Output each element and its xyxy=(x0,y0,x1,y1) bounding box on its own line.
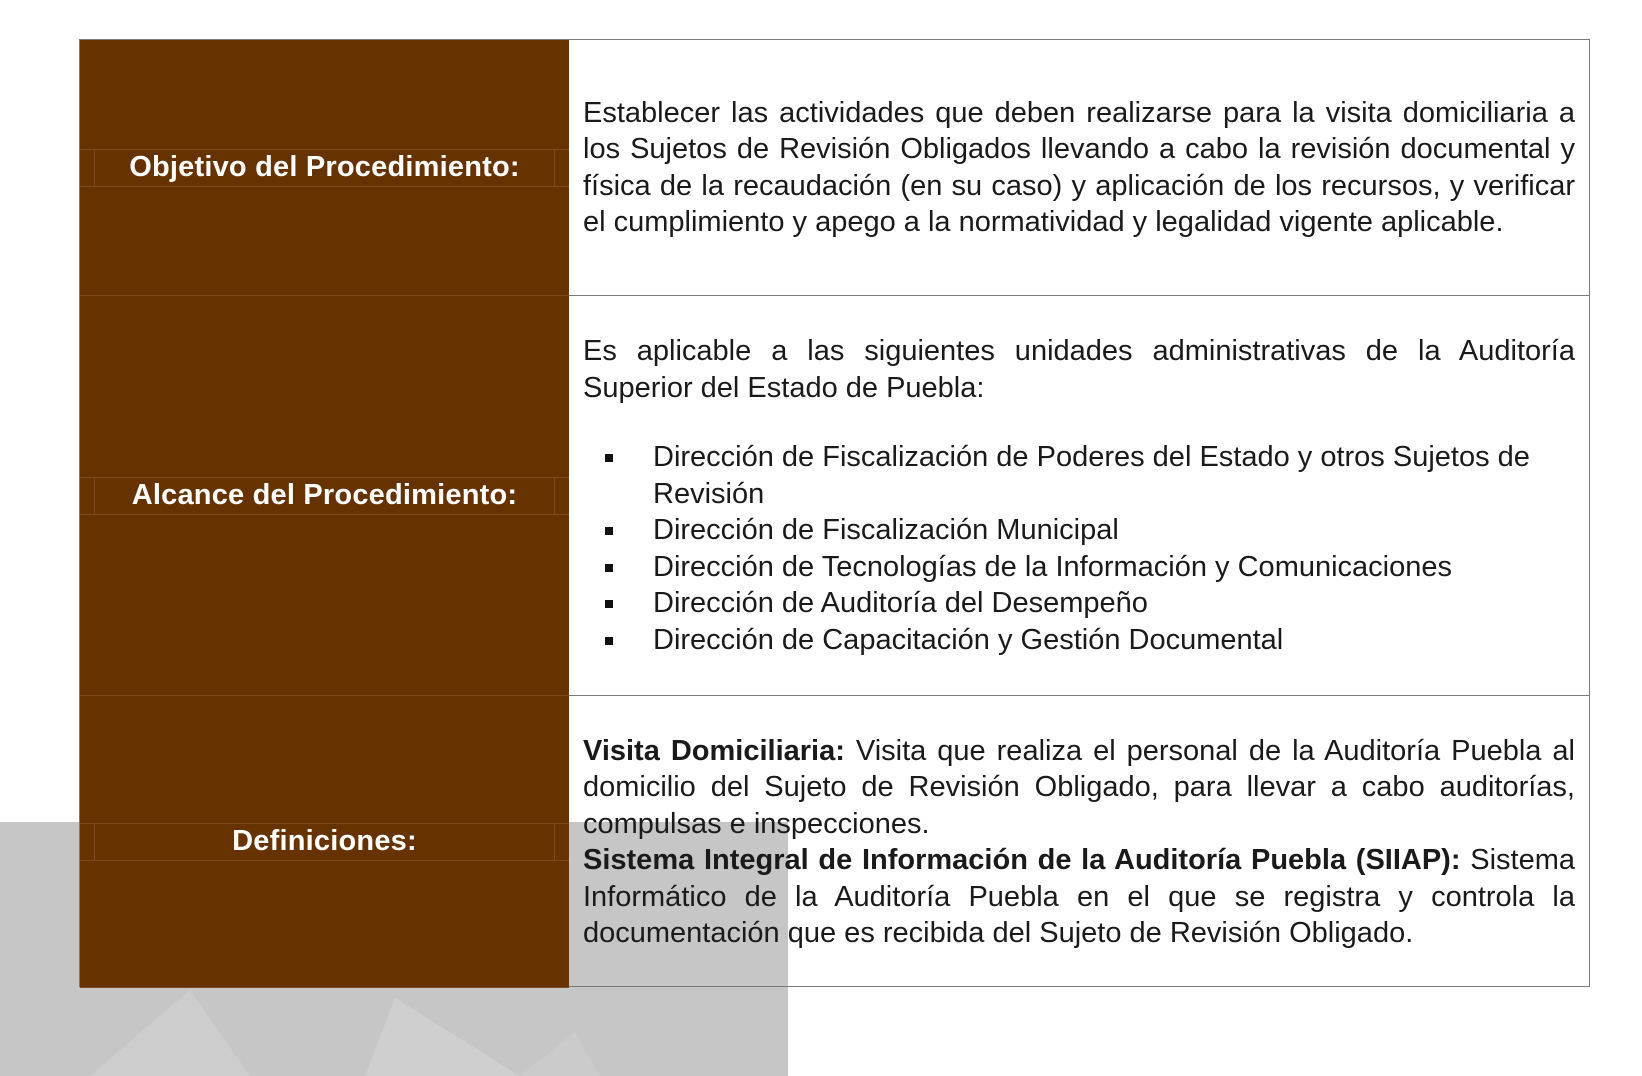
label-definiciones xyxy=(80,696,569,988)
content-definiciones xyxy=(569,696,1589,988)
list-item xyxy=(583,439,1575,512)
label-alcance xyxy=(80,296,569,696)
definition-term: Sistema Integral de Información de la Auditoría Puebla (SIIAP): xyxy=(583,844,1461,876)
list-item-text: Dirección de Fiscalización de Poderes del Estado y otros Sujetos de Revisión xyxy=(653,441,1530,510)
bullet-icon xyxy=(605,454,613,462)
list-item xyxy=(583,549,1575,586)
definitions-block xyxy=(583,733,1575,952)
content-alcance xyxy=(569,296,1589,696)
definition-text: Sistema Informático de la Auditoría Puebla en el que se registra y controla la documentación que es recibida del Sujeto de Revisión Obligado. xyxy=(583,844,1575,949)
list-item xyxy=(583,622,1575,659)
bullet-icon xyxy=(605,527,613,535)
definition-item xyxy=(583,733,1575,843)
definition-text: Visita que realiza el personal de la Auditoría Puebla al domicilio del Sujeto de Revisión Obligado, para llevar a cabo auditorías, compulsas e inspecciones. xyxy=(583,734,1575,840)
list-item xyxy=(583,585,1575,622)
alcance-intro: Es aplicable a las siguientes unidades administrativas de la Auditoría Superior del Estado de Puebla: xyxy=(583,335,1575,404)
procedure-table xyxy=(79,39,1590,987)
bullet-icon xyxy=(605,564,613,572)
label-alcance-text: Alcance del Procedimiento: xyxy=(131,479,518,511)
objetivo-text: Establecer las actividades que deben realizarse para la visita domiciliaria a los Sujetos de Revisión Obligados llevando a cabo la revisión documental y física de la recaudación (en su caso) y aplicación de los recursos, y verificar el cumplimiento y apego a la normatividad y legalidad vigente aplicable. xyxy=(583,96,1575,238)
bullet-icon xyxy=(605,600,613,608)
list-item-text: Dirección de Auditoría del Desempeño xyxy=(653,587,1148,619)
label-objetivo-text: Objetivo del Procedimiento: xyxy=(129,151,520,183)
definition-term: Visita Domiciliaria: xyxy=(583,734,845,767)
list-item-text: Dirección de Tecnologías de la Información y Comunicaciones xyxy=(653,550,1453,583)
label-definiciones-text: Definiciones: xyxy=(232,825,417,857)
definition-item xyxy=(583,842,1575,952)
scope-list xyxy=(583,439,1575,658)
label-objetivo xyxy=(80,40,569,296)
list-item-text: Dirección de Fiscalización Municipal xyxy=(653,514,1119,546)
content-objetivo xyxy=(569,40,1589,296)
bullet-icon xyxy=(605,637,613,645)
list-item-text: Dirección de Capacitación y Gestión Documental xyxy=(653,623,1284,656)
list-item xyxy=(583,512,1575,549)
